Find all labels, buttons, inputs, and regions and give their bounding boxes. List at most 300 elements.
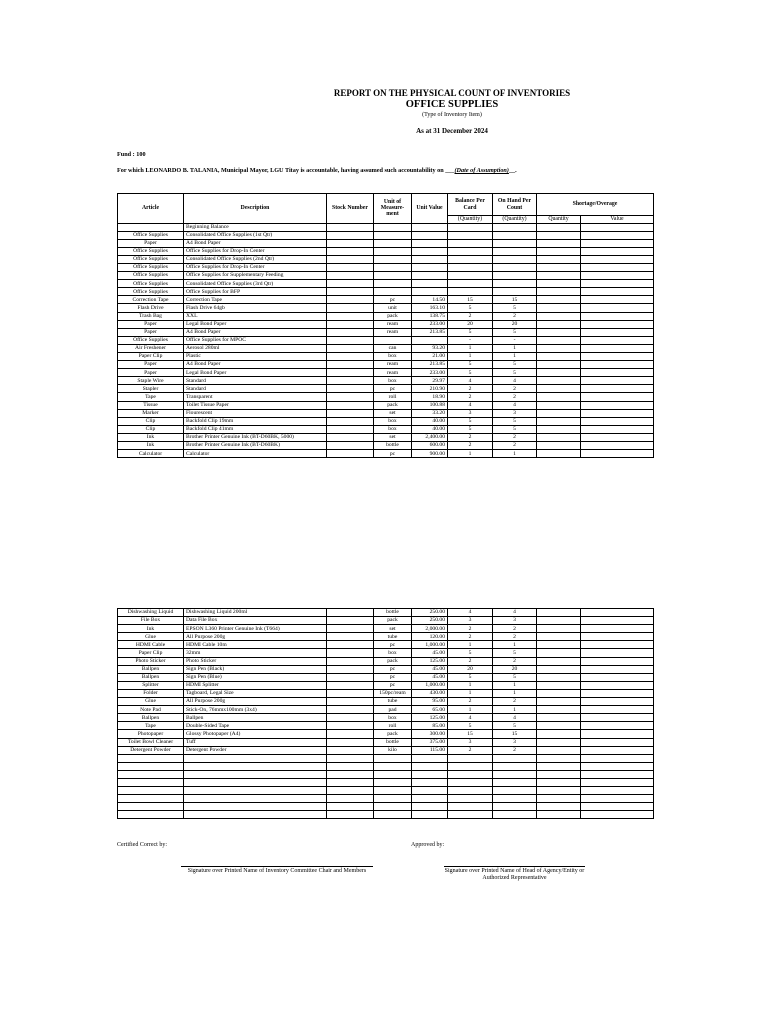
table-row [118,369,654,377]
cell-unit-value [412,255,448,263]
cell-shortage-qty [537,754,581,762]
cell-article: Tape [118,393,184,401]
cell-balance-qty: 2 [448,625,493,633]
cell-description: Office Supplies for MPOC [184,336,327,344]
cell-onhand-qty: 4 [493,714,537,722]
cell-stock-number [327,247,374,255]
cell-shortage-value [581,795,654,803]
cell-shortage-value [581,280,654,288]
cell-shortage-value [581,272,654,280]
cell-unit-value: 95.00 [412,698,448,706]
cell-stock-number [327,738,374,746]
cell-shortage-qty [537,787,581,795]
table-row [118,263,654,271]
cell-shortage-value [581,673,654,681]
cell-description: Tagboard, Legal Size [184,689,327,697]
cell-article: Office Supplies [118,336,184,344]
cell-unit [374,231,412,239]
cell-balance-qty: 2 [448,433,493,441]
cell-stock-number [327,409,374,417]
cell-shortage-qty [537,778,581,786]
cell-unit [374,811,412,819]
cell-unit [374,280,412,288]
col-stock-number: Stock Number [327,194,374,224]
cell-shortage-value [581,304,654,312]
cell-shortage-qty [537,304,581,312]
cell-article: Office Supplies [118,288,184,296]
cell-shortage-value [581,353,654,361]
cell-article [118,803,184,811]
table-row [118,778,654,786]
cell-shortage-qty [537,746,581,754]
cell-unit-value [412,336,448,344]
report-date: As at 31 December 2024 [416,127,488,135]
cell-stock-number [327,665,374,673]
table-row [118,393,654,401]
cell-shortage-value [581,312,654,320]
cell-stock-number [327,344,374,352]
cell-unit: pack [374,657,412,665]
cell-shortage-qty [537,633,581,641]
cell-article: Clip [118,417,184,425]
cell-unit-value: 2,000.00 [412,625,448,633]
cell-article: Office Supplies [118,272,184,280]
cell-unit: box [374,649,412,657]
cell-article: Office Supplies [118,231,184,239]
table-row [118,795,654,803]
col-description: Description [184,194,327,224]
cell-shortage-value [581,361,654,369]
cell-shortage-value [581,393,654,401]
cell-onhand-qty: 15 [493,296,537,304]
cell-balance-qty: 5 [448,673,493,681]
cell-unit [374,272,412,280]
cell-shortage-value [581,231,654,239]
cell-unit: roll [374,393,412,401]
cell-shortage-value [581,787,654,795]
cell-shortage-value [581,641,654,649]
cell-shortage-value [581,417,654,425]
cell-stock-number [327,369,374,377]
cell-unit: pad [374,706,412,714]
cell-shortage-qty [537,730,581,738]
cell-description [184,778,327,786]
cell-stock-number [327,433,374,441]
cell-balance-qty: 1 [448,706,493,714]
cell-balance-qty: 3 [448,409,493,417]
cell-unit: box [374,377,412,385]
cell-unit-value [412,754,448,762]
table-row [118,811,654,819]
cell-onhand-qty [493,223,537,231]
cell-unit-value: 115.00 [412,746,448,754]
cell-article: Paper [118,320,184,328]
cell-shortage-value [581,385,654,393]
cell-description: Stick-On, 76mmx100mm (3x4) [184,706,327,714]
cell-balance-qty: 1 [448,450,493,458]
cell-description: Consolidated Office Supplies (1st Qtr) [184,231,327,239]
cell-article: Staple Wire [118,377,184,385]
cell-description: Flash Drive 64gb [184,304,327,312]
cell-unit-value: 210.90 [412,385,448,393]
cell-stock-number [327,641,374,649]
cell-unit-value: 33.20 [412,409,448,417]
table-row [118,633,654,641]
cell-article: Note Pad [118,706,184,714]
cell-stock-number [327,698,374,706]
cell-shortage-qty [537,296,581,304]
cell-article: Trash Bag [118,312,184,320]
cell-balance-qty [448,778,493,786]
cell-shortage-value [581,442,654,450]
cell-description: HDMI Splitter [184,681,327,689]
cell-stock-number [327,681,374,689]
cell-shortage-value [581,698,654,706]
cell-onhand-qty [493,255,537,263]
cell-balance-qty [448,239,493,247]
cell-description: Sign Pen (Blue) [184,673,327,681]
table-row [118,304,654,312]
cell-unit-value [412,223,448,231]
table-row [118,730,654,738]
cell-unit-value: 65.00 [412,706,448,714]
cell-shortage-qty [537,223,581,231]
cell-stock-number [327,353,374,361]
cell-stock-number [327,272,374,280]
cell-balance-qty: 2 [448,633,493,641]
cell-shortage-qty [537,625,581,633]
cell-unit: pc [374,673,412,681]
cell-stock-number [327,401,374,409]
cell-unit [374,247,412,255]
cell-shortage-qty [537,425,581,433]
cell-balance-qty: 1 [448,689,493,697]
cell-article: Ballpen [118,665,184,673]
cell-shortage-qty [537,417,581,425]
cell-onhand-qty: 15 [493,730,537,738]
cell-stock-number [327,762,374,770]
cell-stock-number [327,239,374,247]
cell-article: Calculator [118,450,184,458]
cell-article: Paper Clip [118,649,184,657]
cell-stock-number [327,746,374,754]
cell-stock-number [327,673,374,681]
cell-shortage-qty [537,377,581,385]
cell-stock-number [327,328,374,336]
cell-description: Legal Bond Paper [184,369,327,377]
cell-onhand-qty: 2 [493,625,537,633]
cell-stock-number [327,296,374,304]
cell-unit: ream [374,320,412,328]
col-article: Article [118,194,184,224]
cell-description: Backfold Clip 19mm [184,417,327,425]
cell-onhand-qty [493,803,537,811]
cell-onhand-qty [493,280,537,288]
cell-onhand-qty [493,263,537,271]
cell-stock-number [327,450,374,458]
cell-unit: pc [374,641,412,649]
subcol-shortage-value: Value [581,216,654,224]
cell-balance-qty: 2 [448,385,493,393]
cell-onhand-qty: 4 [493,401,537,409]
cell-description: Sign Pen (Black) [184,665,327,673]
signature-line-head [444,866,585,867]
cell-unit-value: 250.00 [412,609,448,617]
cell-shortage-value [581,336,654,344]
cell-balance-qty: 1 [448,344,493,352]
cell-stock-number [327,312,374,320]
cell-balance-qty [448,795,493,803]
cell-shortage-value [581,344,654,352]
cell-shortage-value [581,369,654,377]
cell-article: Marker [118,409,184,417]
cell-unit: pack [374,730,412,738]
cell-unit: bottle [374,609,412,617]
cell-stock-number [327,393,374,401]
cell-onhand-qty: 2 [493,385,537,393]
cell-onhand-qty: 3 [493,409,537,417]
cell-article: Glue [118,633,184,641]
cell-onhand-qty [493,795,537,803]
cell-description: Glossy Photopaper (A4) [184,730,327,738]
table-row [118,617,654,625]
cell-stock-number [327,754,374,762]
cell-stock-number [327,263,374,271]
cell-description: A4 Bond Paper [184,361,327,369]
cell-unit-value: 45.00 [412,665,448,673]
cell-unit-value [412,778,448,786]
accountability-prefix: For which LEONARDO B. TALANIA, Municipal Mayor, LGU Titay is accountable, having assumed such accountability on ___ [117,167,455,174]
cell-article: Paper [118,369,184,377]
cell-balance-qty: 1 [448,353,493,361]
table-row [118,344,654,352]
cell-balance-qty: 5 [448,304,493,312]
cell-unit-value: 375.00 [412,738,448,746]
cell-unit-value [412,770,448,778]
cell-article: Dishwashing Liquid [118,609,184,617]
subcol-balance-quantity: (Quantity) [448,216,493,224]
cell-shortage-value [581,649,654,657]
cell-shortage-qty [537,255,581,263]
cell-onhand-qty: 2 [493,746,537,754]
table-row [118,706,654,714]
cell-shortage-qty [537,762,581,770]
cell-stock-number [327,730,374,738]
cell-description: Legal Bond Paper [184,320,327,328]
cell-onhand-qty: 2 [493,393,537,401]
cell-unit-value [412,247,448,255]
cell-balance-qty: 2 [448,393,493,401]
cell-onhand-qty [493,231,537,239]
cell-balance-qty [448,762,493,770]
cell-stock-number [327,336,374,344]
cell-onhand-qty: 1 [493,450,537,458]
cell-balance-qty: 1 [448,681,493,689]
cell-description: Standard [184,377,327,385]
cell-unit: pc [374,450,412,458]
cell-unit [374,795,412,803]
cell-unit: bottle [374,442,412,450]
cell-shortage-qty [537,738,581,746]
cell-article: Office Supplies [118,247,184,255]
cell-shortage-value [581,811,654,819]
cell-unit-value [412,803,448,811]
date-of-assumption: (Date of Assumption) [454,167,509,174]
cell-stock-number [327,320,374,328]
cell-shortage-qty [537,353,581,361]
cell-balance-qty: 2 [448,746,493,754]
cell-description: Calculator [184,450,327,458]
cell-unit-value: 29.97 [412,377,448,385]
cell-article: Ink [118,625,184,633]
cell-balance-qty: 4 [448,377,493,385]
table-row [118,385,654,393]
cell-unit-value: 600.00 [412,442,448,450]
cell-unit-value: 1,000.00 [412,681,448,689]
cell-onhand-qty: 4 [493,609,537,617]
cell-article: Folder [118,689,184,697]
subcol-onhand-quantity: (Quantity) [493,216,537,224]
cell-unit-value [412,288,448,296]
table-row [118,681,654,689]
cell-unit: pc [374,296,412,304]
cell-onhand-qty: 5 [493,722,537,730]
cell-balance-qty: 5 [448,369,493,377]
cell-balance-qty: 4 [448,609,493,617]
cell-onhand-qty [493,770,537,778]
cell-balance-qty: - [448,336,493,344]
subcol-shortage-quantity: Quantity [537,216,581,224]
cell-article: Ink [118,433,184,441]
cell-description: HDMI Cable 10m [184,641,327,649]
cell-description [184,787,327,795]
cell-article: HDMI Cable [118,641,184,649]
cell-balance-qty [448,754,493,762]
cell-article [118,795,184,803]
cell-article: Tissue [118,401,184,409]
cell-unit-value: 430.00 [412,689,448,697]
cell-unit-value: 40.00 [412,425,448,433]
cell-onhand-qty: 1 [493,681,537,689]
table-row [118,336,654,344]
cell-shortage-value [581,288,654,296]
cell-onhand-qty: 20 [493,665,537,673]
table-row [118,320,654,328]
cell-description: Double-Sided Tape [184,722,327,730]
cell-description [184,795,327,803]
cell-unit-value: 40.00 [412,417,448,425]
cell-unit-value: 1,000.00 [412,641,448,649]
table-row [118,239,654,247]
accountability-statement [117,167,517,174]
approved-by-label: Approved by: [411,842,445,848]
cell-stock-number [327,361,374,369]
cell-shortage-value [581,401,654,409]
cell-unit: bottle [374,738,412,746]
cell-shortage-qty [537,442,581,450]
cell-unit [374,239,412,247]
cell-balance-qty: 4 [448,401,493,409]
cell-onhand-qty: 1 [493,706,537,714]
cell-article: Tape [118,722,184,730]
cell-shortage-qty [537,609,581,617]
cell-unit [374,778,412,786]
signature-caption-committee: Signature over Printed Name of Inventory Committee Chair and Members [187,868,367,874]
cell-shortage-qty [537,409,581,417]
cell-balance-qty: 2 [448,698,493,706]
cell-unit-value: 120.00 [412,633,448,641]
cell-onhand-qty: - [493,336,537,344]
inventory-table-page1 [117,193,654,458]
cell-article: Ballpen [118,673,184,681]
cell-article: Correction Tape [118,296,184,304]
cell-description: Transparent [184,393,327,401]
cell-balance-qty [448,787,493,795]
table-row [118,255,654,263]
table-row [118,689,654,697]
cell-article [118,762,184,770]
cell-unit: set [374,409,412,417]
cell-article: Paper [118,239,184,247]
cell-balance-qty [448,280,493,288]
cell-shortage-value [581,722,654,730]
cell-unit-value: 163.10 [412,304,448,312]
certified-correct-label: Certified Correct by: [117,842,167,848]
table-row [118,641,654,649]
cell-article: Photopaper [118,730,184,738]
cell-unit: roll [374,722,412,730]
cell-balance-qty [448,770,493,778]
cell-balance-qty [448,803,493,811]
cell-unit-value [412,795,448,803]
cell-description: Brother Printer Genuine Ink (BT-D60BK, 5000) [184,433,327,441]
cell-article: Ballpen [118,714,184,722]
report-title: REPORT ON THE PHYSICAL COUNT OF INVENTORIES [333,88,571,98]
cell-unit [374,336,412,344]
table-row [118,433,654,441]
cell-onhand-qty [493,762,537,770]
cell-unit [374,754,412,762]
cell-unit-value [412,231,448,239]
cell-unit-value [412,787,448,795]
cell-description: All Purpose 200g [184,698,327,706]
cell-unit: can [374,344,412,352]
cell-onhand-qty [493,787,537,795]
cell-description: Correction Tape [184,296,327,304]
cell-balance-qty: 3 [448,738,493,746]
cell-unit [374,223,412,231]
cell-stock-number [327,714,374,722]
cell-description: Office Supplies for Drop-In Center [184,263,327,271]
cell-unit: box [374,353,412,361]
cell-shortage-qty [537,288,581,296]
cell-shortage-value [581,433,654,441]
cell-unit: unit [374,304,412,312]
cell-article: File Box [118,617,184,625]
cell-onhand-qty: 2 [493,657,537,665]
cell-balance-qty [448,811,493,819]
cell-description: Office Supplies for Drop-In Center [184,247,327,255]
table-row [118,296,654,304]
cell-shortage-qty [537,617,581,625]
cell-shortage-qty [537,689,581,697]
cell-unit: ream [374,328,412,336]
cell-article [118,811,184,819]
cell-unit: set [374,625,412,633]
cell-onhand-qty [493,288,537,296]
cell-unit [374,787,412,795]
cell-article: Paper [118,361,184,369]
